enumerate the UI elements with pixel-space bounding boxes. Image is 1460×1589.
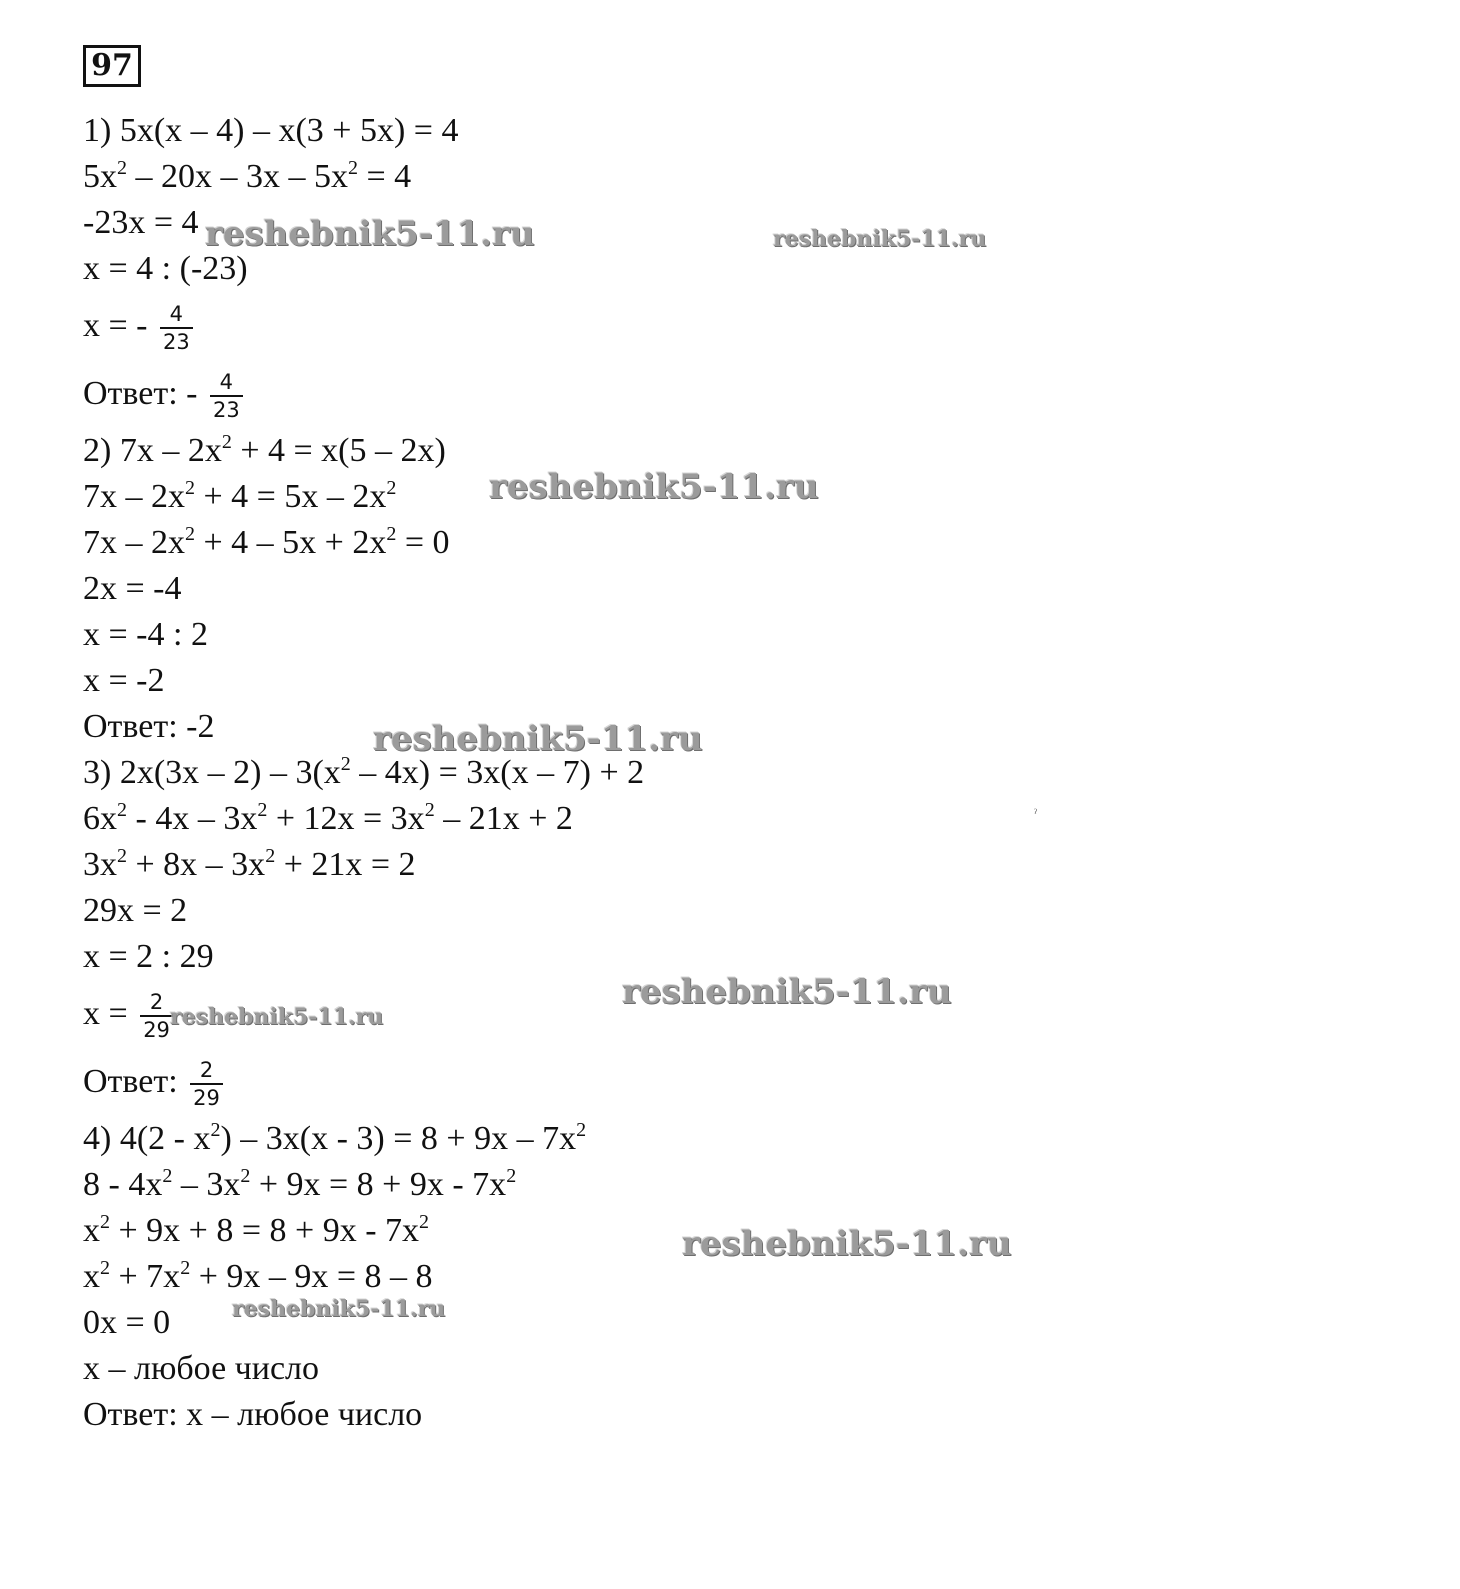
- solution-line: 1) 5x(x – 4) – x(3 + 5x) = 4: [83, 112, 459, 149]
- expression-text: + 4 = x(5 – 2x): [231, 432, 446, 469]
- fraction-denominator: 29: [143, 1018, 170, 1043]
- fraction: [210, 369, 243, 424]
- solution-line: [83, 1048, 644, 1116]
- solution-line: x = 2 : 29: [83, 938, 214, 975]
- expression-text: 3) 2x(3x – 2) – 3(x: [83, 754, 341, 791]
- fraction: [190, 1057, 223, 1112]
- watermark: reshebnik5-11.ru: [489, 467, 819, 507]
- expression-text: – 21x + 2: [434, 800, 573, 837]
- expression-text: - 4x – 3x: [127, 800, 258, 837]
- solution-line: [83, 520, 644, 566]
- solution-line: [83, 292, 644, 360]
- exponent: 2: [348, 157, 358, 179]
- exponent: 2: [340, 753, 351, 775]
- exponent: 2: [180, 1257, 191, 1279]
- exponent: 2: [185, 477, 195, 499]
- expression-text: 7x – 2x: [83, 524, 185, 561]
- solution-line: [83, 1162, 644, 1208]
- scan-speck: ˀ: [1034, 806, 1037, 820]
- solution-line: x – любое число: [83, 1350, 320, 1387]
- exponent: 2: [576, 1119, 587, 1141]
- expression-text: + 21x = 2: [275, 846, 416, 883]
- fraction-numerator: 2: [190, 1057, 223, 1085]
- expression-text: + 9x = 8 + 9x - 7x: [250, 1166, 507, 1203]
- expression-text: = 0: [396, 524, 450, 561]
- solution-line: Ответ: x – любое число: [83, 1396, 423, 1433]
- solution-line: x = -2: [83, 662, 165, 699]
- expression-text: x: [83, 1212, 100, 1249]
- watermark: reshebnik5-11.ru: [170, 1004, 384, 1030]
- fraction-denominator: 23: [212, 398, 240, 423]
- expression-text: + 8x – 3x: [127, 846, 266, 883]
- expression-text: + 4 – 5x + 2x: [195, 524, 387, 561]
- expression-text: – 4x) = 3x(x – 7) + 2: [350, 754, 645, 791]
- expression-text: x: [83, 1258, 100, 1295]
- solution-line: x = -4 : 2: [83, 616, 208, 653]
- fraction-numerator: 2: [140, 989, 173, 1017]
- expression-text: – 20x – 3x – 5x: [127, 158, 348, 195]
- exponent: 2: [386, 477, 397, 499]
- exponent: 2: [100, 1257, 110, 1279]
- expression-text: + 9x – 9x = 8 – 8: [190, 1258, 433, 1295]
- watermark: reshebnik5-11.ru: [682, 1224, 1012, 1264]
- solution-line: Ответ: -2: [83, 708, 215, 745]
- fraction: [140, 989, 173, 1044]
- exponent: 2: [419, 1211, 430, 1233]
- exponent: 2: [100, 1211, 110, 1233]
- expression-text: 6x: [83, 800, 117, 837]
- exponent: 2: [257, 799, 268, 821]
- exponent: 2: [386, 523, 397, 545]
- expression-text: 7x – 2x: [83, 478, 185, 515]
- expression-text: – 3x: [172, 1166, 241, 1203]
- fraction: [160, 301, 193, 356]
- expression-text: + 7x: [110, 1258, 181, 1295]
- solution-line: 2x = -4: [83, 570, 182, 607]
- watermark: reshebnik5-11.ru: [773, 226, 987, 252]
- expression-text: 3x: [83, 846, 117, 883]
- expression-text: = 4: [358, 158, 412, 195]
- exponent: 2: [221, 431, 232, 453]
- solution-line: x = 4 : (-23): [83, 250, 248, 287]
- exponent: 2: [185, 523, 195, 545]
- solution-line: 29x = 2: [83, 892, 188, 929]
- expression-text: 4) 4(2 - x: [83, 1120, 211, 1157]
- watermark: reshebnik5-11.ru: [373, 719, 703, 759]
- exponent: 2: [506, 1165, 517, 1187]
- exponent: 2: [117, 157, 127, 179]
- solution-line: [83, 1208, 644, 1254]
- watermark: reshebnik5-11.ru: [232, 1296, 446, 1322]
- exponent: 2: [240, 1165, 251, 1187]
- exponent: 2: [424, 799, 435, 821]
- solution-line: [83, 154, 644, 200]
- solution-line: [83, 1116, 644, 1162]
- solution-body: [83, 108, 644, 1438]
- fraction-numerator: 4: [160, 301, 193, 329]
- expression-text: + 9x + 8 = 8 + 9x - 7x: [110, 1212, 420, 1249]
- exponent: 2: [162, 1165, 173, 1187]
- exponent: 2: [117, 799, 127, 821]
- fraction-denominator: 29: [193, 1086, 220, 1111]
- expression-text: + 12x = 3x: [267, 800, 425, 837]
- solution-line: 0x = 0: [83, 1304, 171, 1341]
- expression-text: + 4 = 5x – 2x: [195, 478, 387, 515]
- exponent: 2: [265, 845, 276, 867]
- expression-text: 8 - 4x: [83, 1166, 163, 1203]
- expression-text: x =: [83, 995, 137, 1032]
- watermark: reshebnik5-11.ru: [205, 214, 535, 254]
- expression-text: x = -: [83, 307, 156, 344]
- problem-number-box: 97: [83, 45, 141, 87]
- fraction-numerator: 4: [210, 369, 243, 397]
- solution-line: [83, 360, 644, 428]
- expression-text: ) – 3x(x - 3) = 8 + 9x – 7x: [220, 1120, 577, 1157]
- solution-line: [83, 1254, 644, 1300]
- solution-line: -23x = 4: [83, 204, 199, 241]
- fraction-denominator: 23: [163, 330, 190, 355]
- watermark: reshebnik5-11.ru: [622, 972, 952, 1012]
- expression-text: Ответ: -: [83, 375, 206, 412]
- expression-text: 5x: [83, 158, 117, 195]
- expression-text: 2) 7x – 2x: [83, 432, 222, 469]
- solution-line: [83, 842, 644, 888]
- expression-text: Ответ:: [83, 1063, 187, 1100]
- exponent: 2: [210, 1119, 221, 1141]
- solution-line: [83, 796, 644, 842]
- exponent: 2: [117, 845, 127, 867]
